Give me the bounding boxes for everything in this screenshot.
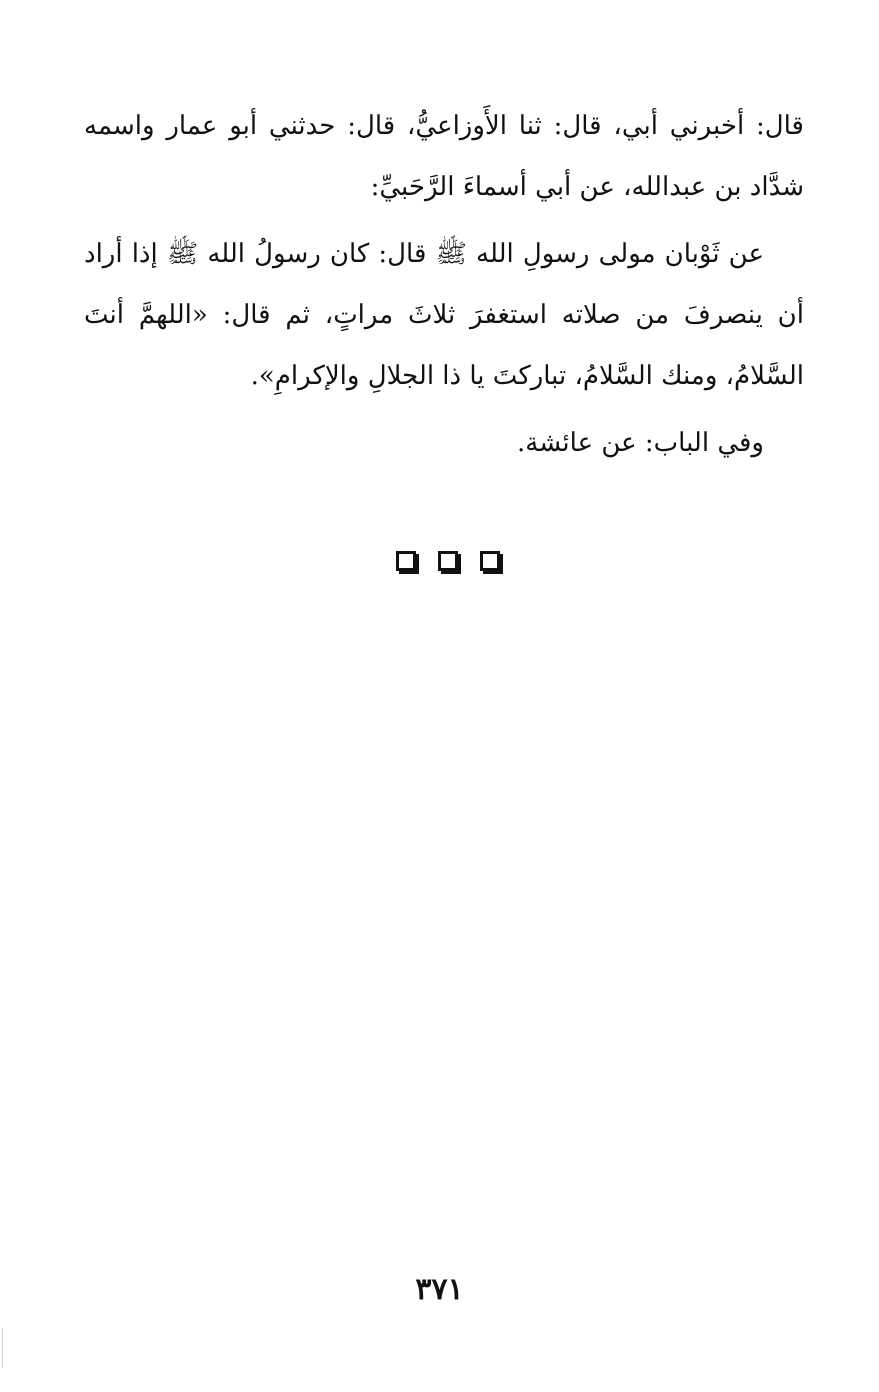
section-divider-ornament: [396, 551, 500, 575]
scan-margin-line: [2, 1328, 3, 1368]
ornament-square-icon: [480, 551, 500, 571]
matn-paragraph: عن ثَوْبان مولى رسولِ الله ﷺ قال: كان رسولُ الله ﷺ إذا أراد أن ينصرفَ من صلاته استغفرَ ثلاثَ مراتٍ، ثم قال: «اللهمَّ أنتَ السَّلامُ، ومنك السَّلامُ، تباركتَ يا ذا الجلالِ والإكرامِ».: [84, 239, 804, 391]
ornament-square-icon: [396, 551, 416, 571]
chapter-note-paragraph: وفي الباب: عن عائشة.: [517, 428, 764, 458]
ornament-square-icon: [438, 551, 458, 571]
hadith-text-block: [84, 96, 804, 474]
page-number: ٣٧١: [415, 1272, 464, 1307]
isnad-paragraph: قال: أخبرني أبي، قال: ثنا الأَوزاعيُّ، قال: حدثني أبو عمار واسمه شدَّاد بن عبدالله، عن أبي أسماءَ الرَّحَبيِّ:: [84, 111, 804, 202]
